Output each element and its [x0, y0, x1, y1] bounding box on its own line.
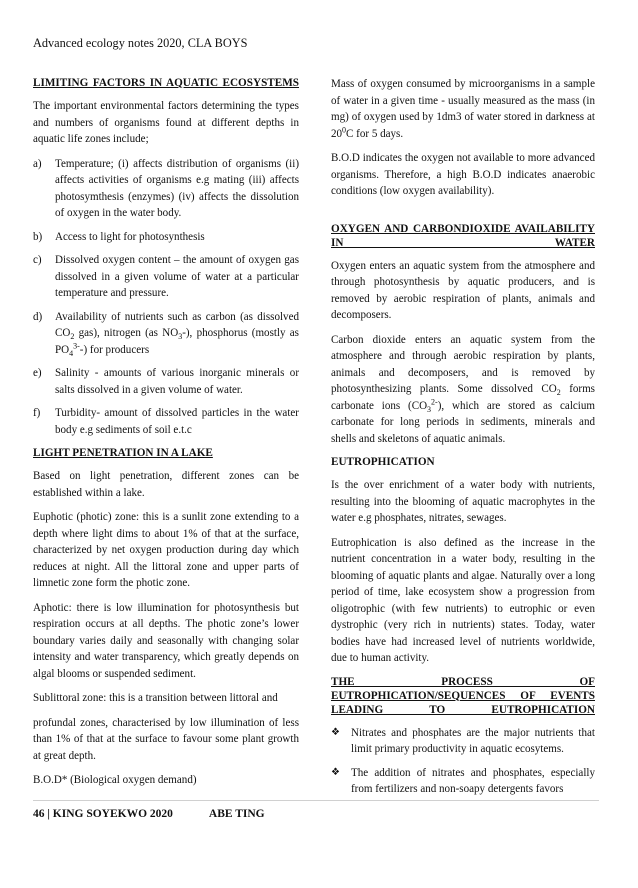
paragraph: Aphotic: there is low illumination for photosynthesis but respiration occurs at all depths. The photic zone’s lower boundary varies daily and seasonally with changing solar intensity and water transparency, which greatly depends on algal blooms or suspended sediment. — [33, 601, 299, 680]
list-item — [33, 405, 299, 438]
diamond-bullet-icon: ❖ — [331, 766, 340, 778]
list-item — [33, 156, 299, 222]
heading-eutrophication: EUTROPHICATION — [331, 456, 435, 468]
paragraph: Sublittoral zone: this is a transition between littoral and — [33, 692, 278, 704]
list-item — [331, 765, 595, 798]
paragraph: Eutrophication is also defined as the increase in the nutrient concentration in a water body, resulting in the blooming of aquatic plants and algae. Naturally over a long period of time, lake ecosystem show a progression from oligotrophic (with few nutrients) to eutrophic or even dystrophic (very rich in nutrients) states. Today, water bodies have had increased level of nutrients worldwide, due to human activity. — [331, 536, 595, 664]
right-column — [331, 76, 595, 805]
list-marker: c) — [33, 254, 42, 266]
list-marker: b) — [33, 230, 43, 243]
footer-divider — [33, 800, 599, 801]
list-marker: e) — [33, 367, 42, 379]
list-item — [33, 252, 299, 302]
paragraph: Is the over enrichment of a water body with nutrients, resulting into the blooming of aquatic macrophytes in the water e.g phosphates, nitrates, sewages. — [331, 479, 595, 524]
list-item — [331, 725, 595, 758]
paragraph: Oxygen enters an aquatic system from the atmosphere and through photosynthesis by aquatic producers, and is removed by aerobic respiration of plants, animals and decomposers. — [331, 259, 595, 321]
heading-light-penetration: LIGHT PENETRATION IN A LAKE — [33, 447, 213, 459]
list-item-text: Turbidity- amount of dissolved particles in the water body e.g sediments of soil e.t.c — [55, 407, 299, 436]
list-item-text: Salinity - amounts of various inorganic minerals or salts dissolved in a given volume of water. — [55, 367, 299, 396]
list-item-text: Nitrates and phosphates are the major nutrients that limit primary productivity in aquatic ecosytems. — [351, 726, 595, 755]
list-marker: d) — [33, 310, 43, 323]
heading-oxygen-co2: OXYGEN AND CARBONDIOXIDE AVAILABILITY IN WATER — [331, 222, 595, 249]
list-item-text: The addition of nitrates and phosphates, especially from fertilizers and non-soapy detergents favors — [351, 766, 595, 795]
list-item-text: Access to light for photosynthesis — [55, 230, 205, 243]
running-header: Advanced ecology notes 2020, CLA BOYS — [33, 36, 248, 50]
list-item — [33, 229, 299, 246]
paragraph: Carbon dioxide enters an aquatic system from the atmosphere and through aerobic respiration by plants, animals and decomposers, and is removed by photosynthesizing plants. Some dissolved $CO_2$ forms carbonate ions $(CO_3^{2-})$, which are stored as calcium carbonate for long periods in sediments, minerals and shells and skeletons of aquatic animals. — [331, 333, 595, 445]
heading-process-eutrophication: THE PROCESS OF EUTROPHICATION/SEQUENCES OF EVENTS LEADING TO EUTROPHICATION — [331, 675, 595, 716]
heading-limiting-factors: LIMITING FACTORS IN AQUATIC ECOSYSTEMS — [33, 77, 299, 89]
list-marker: a) — [33, 157, 42, 170]
paragraph: Based on light penetration, different zones can be established within a lake. — [33, 470, 299, 499]
list-item — [33, 365, 299, 398]
list-item-text: Temperature; (i) affects distribution of organisms (ii) affects activities of organisms e.g mating (iii) affects photosymthesis (enzymes) (iv) affects the dissolution of oxygen in the water body. — [55, 157, 299, 219]
paragraph: profundal zones, characterised by low illumination of less than 1% of that at the surface to favour some plant growth at great depth. — [33, 716, 299, 762]
paragraph: The important environmental factors determining the types and numbers of organisms found at different depths in aquatic life zones include; — [33, 100, 299, 145]
diamond-bullet-icon: ❖ — [331, 726, 340, 738]
list-item-text: Availability of nutrients such as carbon (as dissolved $CO_2$ gas), nitrogen (as $NO_3-$), phosphorus (mostly as $PO_4^{3-}-$) for producers — [55, 310, 299, 358]
footer-left: 46 | KING SOYEKWO 2020 — [33, 808, 173, 820]
page-footer — [33, 808, 265, 820]
paragraph: Euphotic (photic) zone: this is a sunlit zone extending to a depth where light dims to about 1% of that at the surface, characterized by net oxygen production during day which reduces at night. All the littoral zone and upper parts of limnetic zone form the photic zone. — [33, 511, 299, 589]
list-item-text: Dissolved oxygen content – the amount of oxygen gas dissolved in a given volume of water at a particular temperature and pressure. — [55, 254, 299, 299]
left-column — [33, 76, 299, 797]
footer-right: ABE TING — [208, 808, 265, 820]
list-item — [33, 309, 299, 359]
paragraph: Mass of oxygen consumed by microorganisms in a sample of water in a given time - usually measured as the mass (in mg) of oxygen used by 1dm3 of water stored in darkness at $20^0C$ for 5 days. — [331, 78, 595, 140]
paragraph: B.O.D* (Biological oxygen demand) — [33, 774, 197, 786]
paragraph: B.O.D indicates the oxygen not available to more advanced organisms. Therefore, a high B.O.D indicates anaerobic conditions (low oxygen availability). — [331, 152, 595, 197]
list-marker: f) — [33, 407, 41, 419]
bullet-list — [331, 725, 595, 798]
factor-list — [33, 156, 299, 439]
